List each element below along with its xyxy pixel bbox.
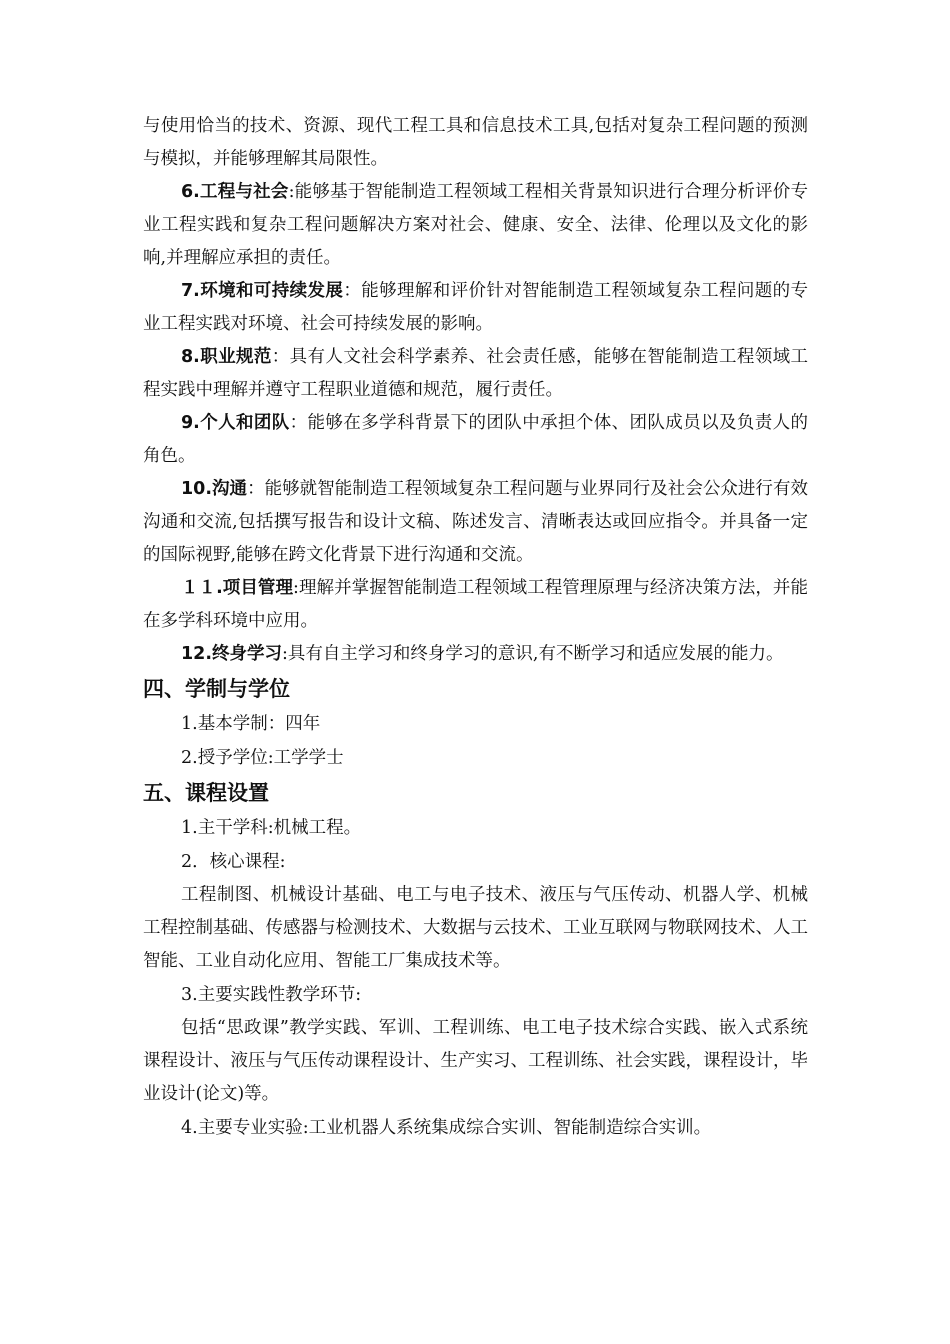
term-title: 10.沟通 <box>181 479 248 499</box>
term-text: :能够基于智能制造工程领域工程相关背景知识进行合理分析评价专业工程实践和复杂工程问题解决方案对社会、健康、安全、法律、伦理以及文化的影响,并理解应承担的责任。 <box>143 182 808 268</box>
term-title: 9.个人和团队 <box>181 413 290 433</box>
list-item-main-discipline: 1.主干学科:机械工程。 <box>181 818 362 838</box>
paragraph-environment <box>143 275 808 341</box>
list-item-core-courses: 2．核心课程: <box>181 852 286 872</box>
section-heading-curriculum: 五、课程设置 <box>143 781 269 805</box>
paragraph-individual-team <box>143 407 808 473</box>
term-text: :理解并掌握智能制造工程领域工程管理原理与经济决策方法，并能在多学科环境中应用。 <box>143 578 808 631</box>
paragraph-engineering-society <box>143 176 808 275</box>
term-text: ：能够在多学科背景下的团队中承担个体、团队成员以及负责人的角色。 <box>143 413 809 466</box>
paragraph-core-courses: 工程制图、机械设计基础、电工与电子技术、液压与气压传动、机器人学、机械工程控制基础、传感器与检测技术、大数据与云技术、工业互联网与物联网技术、人工智能、工业自动化应用、智能工厂集成技术等。 <box>143 885 808 971</box>
paragraph-communication <box>143 473 808 572</box>
paragraph-project-management <box>143 572 808 638</box>
term-text: ：能够就智能制造工程领域复杂工程问题与业界同行及社会公众进行有效沟通和交流,包括撰写报告和设计文稿、陈述发言、清晰表达或回应指令。并具备一定的国际视野,能够在跨文化背景下进行沟通和交流。 <box>143 479 808 565</box>
term-title: 12.终身学习 <box>181 644 283 664</box>
paragraph-continued: 与使用恰当的技术、资源、现代工程工具和信息技术工具,包括对复杂工程问题的预测与模拟，并能够理解其局限性。 <box>143 116 808 169</box>
document-page <box>143 110 808 1145</box>
term-title: 7.环境和可持续发展 <box>181 281 344 301</box>
section-heading-degree: 四、学制与学位 <box>143 677 290 701</box>
term-text: ：能够理解和评价针对智能制造工程领域复杂工程问题的专业工程实践对环境、社会可持续发展的影响。 <box>143 281 808 334</box>
paragraph-practice: 包括“思政课”教学实践、军训、工程训练、电工电子技术综合实践、嵌入式系统课程设计、液压与气压传动课程设计、生产实习、工程训练、社会实践，课程设计，毕业设计(论文)等。 <box>143 1018 808 1104</box>
list-item-degree: 2.授予学位:工学学士 <box>181 748 344 768</box>
paragraph-professional-norms <box>143 341 808 407</box>
term-title: 6.工程与社会 <box>181 182 289 202</box>
list-item-duration: 1.基本学制：四年 <box>181 714 321 734</box>
term-title: １１.项目管理 <box>181 578 294 598</box>
list-item-practice: 3.主要实践性教学环节: <box>181 985 362 1005</box>
term-title: 8.职业规范 <box>181 347 272 367</box>
paragraph-lifelong-learning <box>143 638 808 671</box>
term-text: :具有自主学习和终身学习的意识,有不断学习和适应发展的能力。 <box>282 644 784 664</box>
list-item-experiments: 4.主要专业实验:工业机器人系统集成综合实训、智能制造综合实训。 <box>181 1118 712 1138</box>
term-text: ：具有人文社会科学素养、社会责任感，能够在智能制造工程领域工程实践中理解并遵守工程职业道德和规范，履行责任。 <box>143 347 808 400</box>
